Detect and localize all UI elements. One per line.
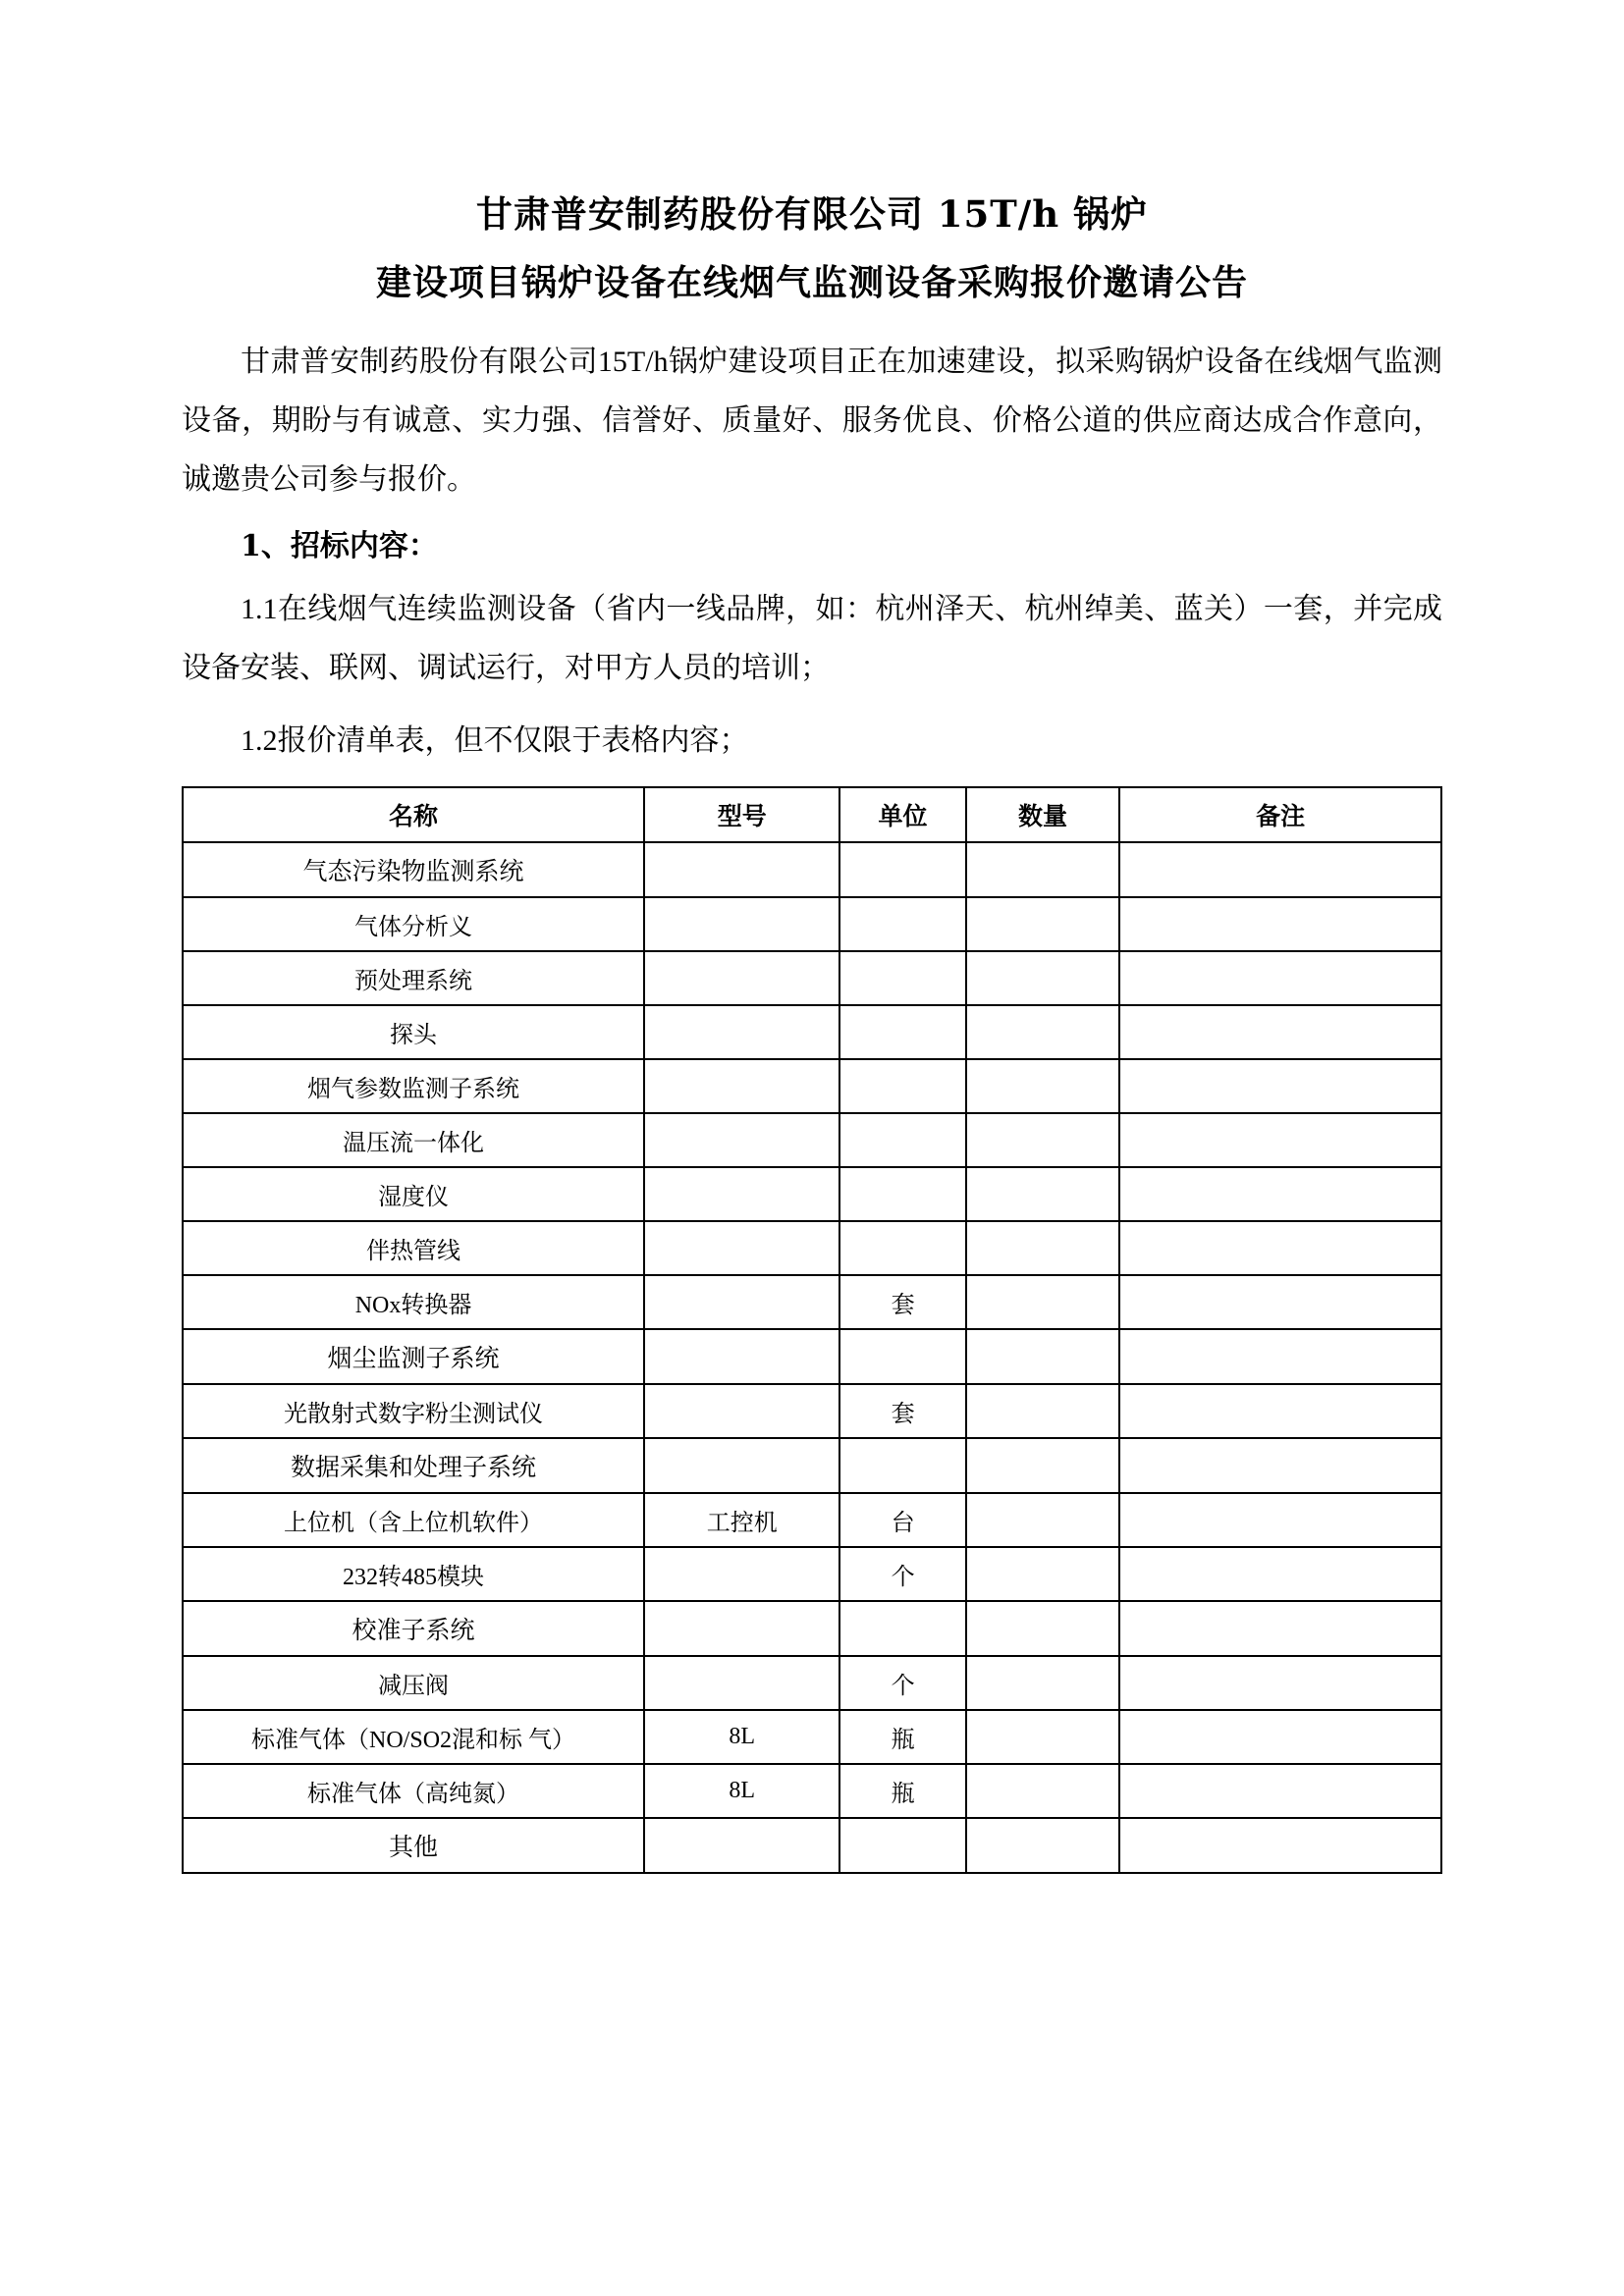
table-row [183, 1113, 1441, 1167]
table-cell-note [1119, 1167, 1441, 1221]
table-cell-qty [966, 1329, 1120, 1384]
table-cell-qty [966, 1275, 1120, 1329]
table-cell-name: 湿度仪 [183, 1167, 644, 1221]
table-cell-qty [966, 1113, 1120, 1167]
table-header-quantity: 数量 [966, 787, 1120, 842]
table-cell-model [644, 1005, 839, 1059]
table-cell-unit [839, 1167, 965, 1221]
table-row [183, 842, 1441, 897]
table-cell-unit: 瓶 [839, 1764, 965, 1818]
table-cell-unit [839, 951, 965, 1005]
table-cell-name: 标准气体（NO/SO2混和标 气） [183, 1710, 644, 1764]
table-cell-name: 标准气体（高纯氮） [183, 1764, 644, 1818]
item-1-1-paragraph: 1.1在线烟气连续监测设备（省内一线品牌，如：杭州泽天、杭州绰美、蓝关）一套，并完成设备安装、联网、调试运行，对甲方人员的培训； [182, 593, 1442, 685]
table-cell-qty [966, 1764, 1120, 1818]
table-header-row [183, 787, 1441, 842]
table-row [183, 1329, 1441, 1384]
table-cell-note [1119, 951, 1441, 1005]
table-cell-model [644, 842, 839, 897]
table-header-note: 备注 [1119, 787, 1441, 842]
table-cell-model [644, 1656, 839, 1710]
table-cell-unit [839, 1818, 965, 1873]
table-cell-group-name: 其他 [183, 1818, 644, 1873]
table-cell-group-name: 校准子系统 [183, 1601, 644, 1656]
table-cell-note [1119, 1764, 1441, 1818]
table-cell-model [644, 951, 839, 1005]
table-cell-note [1119, 842, 1441, 897]
table-cell-unit [839, 1005, 965, 1059]
table-row [183, 1275, 1441, 1329]
table-cell-qty [966, 1547, 1120, 1601]
table-cell-unit [839, 842, 965, 897]
table-cell-name: 伴热管线 [183, 1221, 644, 1275]
table-row [183, 1438, 1441, 1493]
table-cell-note [1119, 1818, 1441, 1873]
table-row [183, 1167, 1441, 1221]
table-cell-qty [966, 1167, 1120, 1221]
table-row [183, 1601, 1441, 1656]
table-row [183, 1005, 1441, 1059]
table-cell-model [644, 1221, 839, 1275]
table-cell-unit: 个 [839, 1547, 965, 1601]
table-cell-model: 8L [644, 1710, 839, 1764]
table-cell-model [644, 1113, 839, 1167]
table-row [183, 1547, 1441, 1601]
table-cell-name: 预处理系统 [183, 951, 644, 1005]
table-cell-unit: 台 [839, 1493, 965, 1547]
table-row [183, 1764, 1441, 1818]
table-cell-model [644, 897, 839, 951]
table-row [183, 951, 1441, 1005]
table-cell-name: 减压阀 [183, 1656, 644, 1710]
table-cell-unit: 套 [839, 1384, 965, 1438]
table-cell-note [1119, 1113, 1441, 1167]
table-cell-name: 探头 [183, 1005, 644, 1059]
table-cell-unit [839, 1438, 965, 1493]
table-cell-note [1119, 1221, 1441, 1275]
table-cell-note [1119, 1656, 1441, 1710]
table-cell-name: 上位机（含上位机软件） [183, 1493, 644, 1547]
table-cell-note [1119, 1005, 1441, 1059]
table-cell-qty [966, 1221, 1120, 1275]
table-cell-qty [966, 897, 1120, 951]
table-cell-qty [966, 1493, 1120, 1547]
table-row [183, 1710, 1441, 1764]
page-title [182, 187, 1442, 311]
table-cell-name: 232转485模块 [183, 1547, 644, 1601]
table-cell-unit [839, 1113, 965, 1167]
table-row [183, 1656, 1441, 1710]
table-cell-qty [966, 951, 1120, 1005]
table-cell-unit [839, 897, 965, 951]
table-cell-note [1119, 1601, 1441, 1656]
table-body [183, 842, 1441, 1873]
table-row [183, 1221, 1441, 1275]
table-cell-model [644, 1384, 839, 1438]
table-header-name: 名称 [183, 787, 644, 842]
table-cell-note [1119, 1493, 1441, 1547]
table-cell-unit [839, 1059, 965, 1113]
table-cell-unit [839, 1221, 965, 1275]
table-cell-note [1119, 1384, 1441, 1438]
page-title-line-1: 甘肃普安制药股份有限公司 15T/h 锅炉 [475, 192, 1149, 236]
section-1-heading: 1、招标内容： [241, 529, 438, 564]
table-row [183, 1493, 1441, 1547]
page-title-line-2: 建设项目锅炉设备在线烟气监测设备采购报价邀请公告 [375, 262, 1248, 304]
table-cell-note [1119, 1329, 1441, 1384]
table-row [183, 1384, 1441, 1438]
table-cell-name: 气体分析义 [183, 897, 644, 951]
table-cell-unit: 瓶 [839, 1710, 965, 1764]
table-cell-unit [839, 1329, 965, 1384]
table-cell-model [644, 1818, 839, 1873]
intro-paragraph: 甘肃普安制药股份有限公司15T/h锅炉建设项目正在加速建设，拟采购锅炉设备在线烟气监测设备，期盼与有诚意、实力强、信誉好、质量好、服务优良、价格公道的供应商达成合作意向，诚邀贵公司参与报价。 [182, 346, 1442, 497]
table-cell-model [644, 1275, 839, 1329]
table-cell-model: 工控机 [644, 1493, 839, 1547]
table-row [183, 897, 1441, 951]
table-cell-unit: 套 [839, 1275, 965, 1329]
table-cell-qty [966, 842, 1120, 897]
table-cell-model [644, 1601, 839, 1656]
table-cell-qty [966, 1384, 1120, 1438]
table-cell-note [1119, 1438, 1441, 1493]
table-cell-group-name: 数据采集和处理子系统 [183, 1438, 644, 1493]
table-cell-note [1119, 1547, 1441, 1601]
table-cell-qty [966, 1438, 1120, 1493]
table-cell-name: 烟气参数监测子系统 [183, 1059, 644, 1113]
table-cell-group-name: 烟尘监测子系统 [183, 1329, 644, 1384]
table-cell-unit: 个 [839, 1656, 965, 1710]
table-row [183, 1818, 1441, 1873]
table-cell-model [644, 1329, 839, 1384]
table-cell-model [644, 1438, 839, 1493]
item-1-2-paragraph: 1.2报价清单表，但不仅限于表格内容； [241, 724, 749, 758]
table-cell-note [1119, 897, 1441, 951]
table-cell-qty [966, 1059, 1120, 1113]
table-cell-qty [966, 1005, 1120, 1059]
table-cell-name: 光散射式数字粉尘测试仪 [183, 1384, 644, 1438]
table-cell-group-name: 气态污染物监测系统 [183, 842, 644, 897]
table-cell-model [644, 1167, 839, 1221]
table-row [183, 1059, 1441, 1113]
table-cell-name: 温压流一体化 [183, 1113, 644, 1167]
table-cell-qty [966, 1710, 1120, 1764]
table-cell-qty [966, 1656, 1120, 1710]
table-cell-model [644, 1547, 839, 1601]
table-cell-model: 8L [644, 1764, 839, 1818]
table-cell-model [644, 1059, 839, 1113]
table-cell-qty [966, 1818, 1120, 1873]
table-cell-note [1119, 1275, 1441, 1329]
table-cell-qty [966, 1601, 1120, 1656]
table-header-unit: 单位 [839, 787, 965, 842]
table-cell-unit [839, 1601, 965, 1656]
quotation-table [182, 786, 1442, 1874]
table-cell-note [1119, 1059, 1441, 1113]
table-cell-note [1119, 1710, 1441, 1764]
table-header-model: 型号 [644, 787, 839, 842]
table-cell-name: NOx转换器 [183, 1275, 644, 1329]
